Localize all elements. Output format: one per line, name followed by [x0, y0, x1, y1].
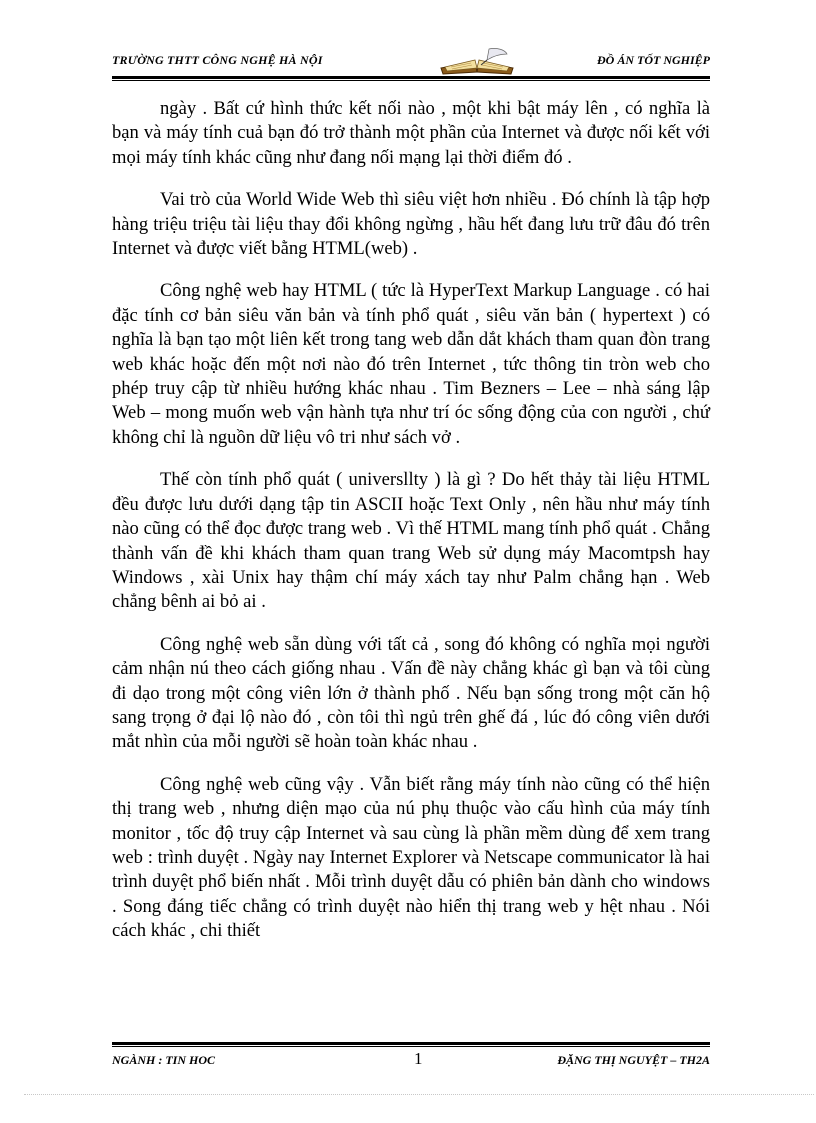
body-paragraph: Vai trò của World Wide Web thì siêu việt hơn nhiều . Đó chính là tập hợp hàng triệu triệu tài liệu thay đổi không ngừng , hầu hết đang lưu trữ đâu đó trên Internet và được viết bằng HTML(web) .: [112, 189, 710, 260]
footer-major: NGÀNH : TIN HOC: [112, 1053, 216, 1067]
page-footer: [112, 1050, 710, 1074]
open-book-quill-icon: [437, 46, 517, 76]
page-number: 1: [414, 1049, 423, 1068]
body-paragraph: Công nghệ web hay HTML ( tức là HyperText Markup Language . có hai đặc tính cơ bản siêu văn bản và tính phổ quát , siêu văn bản ( hypertext ) có nghĩa là bạn tạo một liên kết trong tang web dẫn dắt khách tham quan đòn trang web khác hoặc đến một nơi nào đó trên Internet , tức thông tin tròn web cho phép truy cập từ nhiều hướng khác nhau . Tim Bezners – Lee – nhà sáng lập Web – mong muốn web vận hành tựa như trí óc sống động của con người , chứ không chỉ là nguồn dữ liệu vô tri như sách vở .: [112, 280, 710, 448]
page-header: [112, 50, 710, 74]
body-paragraph: Thế còn tính phổ quát ( universllty ) là gì ? Do hết thảy tài liệu HTML đều được lưu dưới dạng tập tin ASCII hoặc Text Only , nên hầu như máy tính nào cũng có thể đọc được trang web . Vì thế HTML mang tính phổ quát . Chẳng thành vấn đề khi khách tham quan trang Web sử dụng máy Macomtpsh hay Windows , xài Unix hay thậm chí máy xách tay như Palm chẳng hạn . Web chẳng bênh ai bỏ ai .: [112, 469, 710, 613]
page-edge-divider: [24, 1094, 814, 1095]
document-body: [112, 97, 710, 962]
body-paragraph: Công nghệ web cũng vậy . Vẫn biết rằng máy tính nào cũng có thể hiện thị trang web , nhưng diện mạo của nú phụ thuộc vào cấu hình của máy tính monitor , tốc độ truy cập Internet và sau cùng là phần mềm dùng để xem trang web : trình duyệt . Ngày nay Internet Explorer và Netscape communicator là hai trình duyệt phổ biến nhất . Mỗi trình duyệt dẫu có phiên bản dành cho windows . Song đáng tiếc chẳng có trình duyệt nào hiển thị trang web y hệt nhau . Nói cách khác , chi thiết: [112, 773, 710, 942]
footer-author: ĐẶNG THỊ NGUYỆT – TH2A: [557, 1053, 710, 1067]
body-paragraph: ngày . Bất cứ hình thức kết nối nào , một khi bật máy lên , có nghĩa là bạn và máy tính cuả bạn đó trở thành một phần của Internet và được nối kết với mọi máy tính khác cũng như đang nối mạng lại thời điểm đó .: [112, 98, 710, 168]
header-school-name: TRƯỜNG THTT CÔNG NGHỆ HÀ NỘI: [112, 53, 323, 67]
header-divider: [112, 76, 710, 81]
body-paragraph: Công nghệ web sẵn dùng với tất cả , song đó không có nghĩa mọi người cảm nhận nú theo cách giống nhau . Vấn đề này chẳng khác gì bạn và tôi cùng đi dạo trong một công viên lớn ở thành phố . Nếu bạn sống trong một căn hộ sang trọng ở đại lộ nào đó , còn tôi thì ngủ trên ghế đá , lúc đó công viên dưới mắt nhìn của mỗi người sẽ hoàn toàn khác nhau .: [112, 633, 710, 753]
footer-divider: [112, 1042, 710, 1047]
header-document-title: ĐỒ ÁN TỐT NGHIỆP: [597, 53, 710, 67]
